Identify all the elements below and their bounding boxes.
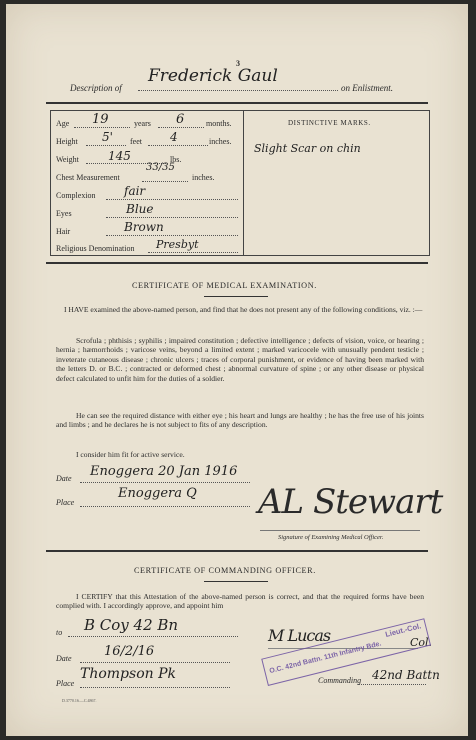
inches-label: inches. [209,137,232,146]
to-value: B Coy 42 Bn [84,616,179,634]
medical-title: CERTIFICATE OF MEDICAL EXAMINATION. [132,281,317,290]
commanding-line [358,684,426,685]
commanding-title: CERTIFICATE OF COMMANDING OFFICER. [134,566,316,575]
religion-label: Religious Denomination [56,244,135,253]
commanding-date-value: 16/2/16 [104,644,155,659]
commanding-date-label: Date [56,654,72,663]
commanding-place-label: Place [56,679,75,688]
height-feet-line [86,145,126,146]
eyes-line [106,217,238,218]
medical-signature-caption: Signature of Examining Medical Officer. [278,534,384,541]
medical-consider: I consider him fit for active service. [76,450,185,459]
description-label: Description of [70,83,122,93]
age-label: Age [56,119,70,128]
lbs-label: lbs. [170,155,182,164]
complexion-value: fair [124,184,146,198]
page-number: 3 [236,59,240,68]
section-rule-2 [46,550,428,552]
medical-intro: I HAVE examined the above-named person, and find that he does not present any of the following conditions, viz. :— [64,305,423,314]
stamp-rank: Lieut.-Col. [384,621,423,639]
chest-value: 33/35 [146,162,175,173]
height-feet: 5' [102,130,113,144]
medical-place-value: Enoggera Q [118,486,197,501]
months-label: months. [206,119,232,128]
height-inches-line [148,145,208,146]
medical-conditions: Scrofula ; phthisis ; syphilis ; impaired constitution ; defective intelligence ; defects of vision, voice, or hearing ; hernia ; hæmorrhoids ; varicose veins, beyond a limited extent ; marked varicocele with unusually pendent testicle ; inveterate cutaneous disease ; chronic ulcers ; traces of corporal punishment, or evidence of having been marked with the letters D. or B.C. ; contracted or deformed chest ; abnormal curvature of spine ; or any other disease or physical defect calculated to unfit him for the duties of a soldier. [56,336,424,383]
commanding-certify: I CERTIFY that this Attestation of the above-named person is correct, and that the required forms have been complied with. I accordingly approve, and appoint him [56,592,424,611]
eyes-label: Eyes [56,209,72,218]
complexion-label: Complexion [56,191,96,200]
religion-line [148,252,238,253]
distinctive-marks-value: Slight Scar on chin [254,142,361,155]
chest-line [142,181,188,182]
commanding-date-line [80,662,230,663]
eyes-value: Blue [126,202,154,216]
section-rule-1 [46,262,428,264]
commanding-value: 42nd Battn [372,668,440,682]
chest-label: Chest Measurement [56,173,120,182]
feet-label: feet [130,137,142,146]
medical-officer-signature: AL Stewart [258,482,443,522]
stamp-unit: O.C. 42nd Battn. 11th Infantry Bde. [268,640,383,676]
medical-fitness: He can see the required distance with either eye ; his heart and lungs are healthy ; he has the free use of his joints and limbs ; and he declares he is not subject to fits of any description. [56,411,424,430]
medical-date-line [80,482,250,483]
medical-place-label: Place [56,498,75,507]
chest-unit: inches. [192,173,215,182]
form-reference: D.3770.16.—C.4867. [62,698,97,703]
hair-label: Hair [56,227,71,236]
complexion-line [106,199,238,200]
hair-line [106,235,238,236]
medical-place-line [80,506,250,507]
weight-label: Weight [56,155,79,164]
medical-date-label: Date [56,474,72,483]
commanding-title-rule [204,581,268,582]
medical-title-rule [204,296,268,297]
commanding-label: Commanding [318,676,362,685]
soldier-name: Frederick Gaul [148,66,278,86]
hair-value: Brown [124,220,164,234]
height-label: Height [56,137,78,146]
header-rule [46,102,428,104]
height-inches: 4 [170,130,178,144]
to-line [68,636,238,637]
age-months: 6 [176,112,185,127]
to-label: to [56,628,63,637]
medical-date-value: Enoggera 20 Jan 1916 [90,464,238,479]
co-abbrev: Col. [410,636,433,649]
religion-value: Presbyt [156,238,199,251]
age-months-line [158,127,204,128]
weight-value: 145 [108,149,131,163]
commanding-place-line [80,687,230,688]
description-divider [243,110,244,255]
commanding-place-value: Thompson Pk [80,666,177,682]
commanding-officer-signature: M Lucas [268,626,331,645]
medical-signature-line [260,530,420,531]
age-years-line [74,127,130,128]
years-label: years [134,119,151,128]
age-years: 19 [92,112,109,127]
attestation-sheet [6,4,468,736]
name-line [138,90,338,91]
distinctive-marks-label: DISTINCTIVE MARKS. [288,119,371,127]
enlistment-label: on Enlistment. [341,83,393,93]
